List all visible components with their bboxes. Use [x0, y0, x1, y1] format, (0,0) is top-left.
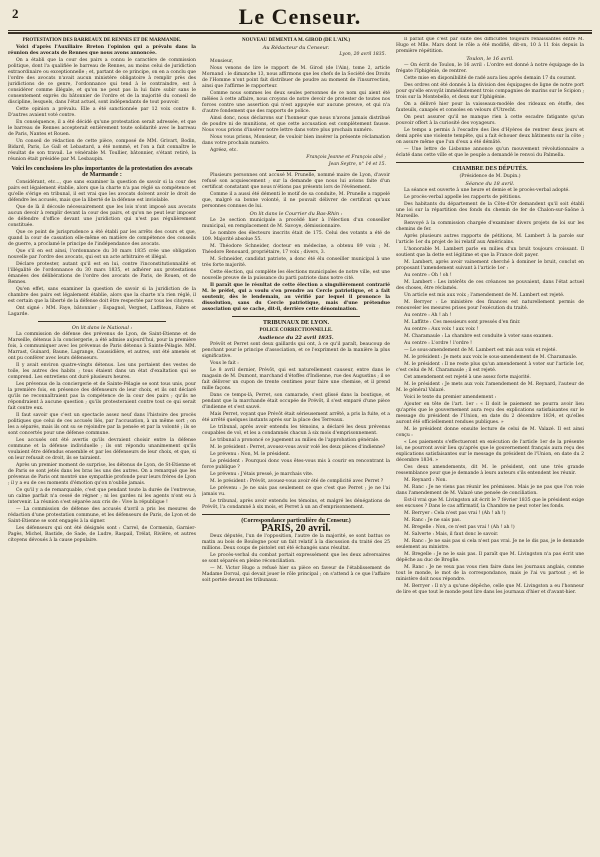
- paragraph: Que ce point de jurisprudence a été établi par les arrêts des cours et que, quand la cour de cassation elle-même en matière de compétence des conseils de guerre, a proclamé le principe de l'indépendance des avocats.: [8, 230, 196, 247]
- column-3: [396, 37, 584, 845]
- session-date: Séance du 18 avril.: [465, 181, 515, 187]
- paragraph: On peut assurer qu'il ne manque rien à cette escadre fatigante qu'un pouvoir offert à la curiosité des voyageurs.: [396, 115, 584, 126]
- paragraph: M. Charamaule : La chambre est conduite à voter sans examen.: [404, 334, 553, 339]
- paragraph: Des ordres ont été donnés à la division des équipages de ligne de notre port pour qu'elle envoyât immédiatement trois compagnies de marins sur le Scipion ; trois sur la Montebello, et deux sur l'Iphigénie.: [396, 83, 584, 100]
- paragraph: Le président : Pourquoi donc vous êtes-vous mis à courir en rencontrant la force publique ?: [202, 459, 390, 470]
- paragraph: Ces deux amendements, dit M. le président, ont une très grande ressemblance pour que je demande à leurs auteurs s'ils entendent les réunir.: [396, 465, 584, 476]
- paragraph: On a délivré hier pour la vaisseaux-modèle des rideaux en étoffe, des fauteuils, canapés et consoles en velours d'Utrecht.: [396, 102, 584, 113]
- paragraph: Cet amendement est rejeté à une assez forte majorité.: [404, 375, 531, 380]
- paragraph: Deux députés, l'un de l'opposition, l'autre de la majorité, se sont battus ce matin au bois de Boulogne pour un fait relatif à la discussion du traité des 25 millions. Deux coups de pistolet ont été échangés sans résultat.: [202, 534, 390, 551]
- paragraph: M. Schneider, candidat patriote, a donc été élu conseiller municipal à une très forte majorité.: [202, 257, 390, 268]
- paragraph: Il faut savoir que c'est un spectacle assez neuf dans l'histoire des procès politiques que celui de ces accusés liés, par l'accusation, à un même sort ; on les a séparés, mais ils ont su se rejoindre par la pensée et par la volonté ; ils se sont concertés pour une défense commune.: [8, 413, 196, 436]
- paragraph: Ajouter en tête de l'art. 1er : « Il doit le paiement ne pourra avoir lieu qu'après que le gouvernement aura reçu des explications satisfaisantes sur le message du président de l'Union, en date du 2 décembre 1834, et qu'elles auront été officiellement rendues publiques. »: [396, 402, 584, 425]
- paragraph: Qu'en effet, sans examiner la question de savoir si la juridiction de la chambre des pairs est légalement établie, alors que la charte n'a rien réglé, il est certain que la liberté de la défense doit être respectée par tous les citoyens.: [8, 287, 196, 304]
- paragraph: M. Berryer : Cela n'est pas vrai ! (Ah ! ah !): [404, 511, 506, 516]
- paragraph: L'honorable M. Lambert parle en milieu d'un bruit toujours croissant. Il soutient que la dette est légitime et que la France doit payer.: [396, 247, 584, 258]
- separator: [38, 321, 166, 322]
- paragraph: M. Laffitte : Ces messieurs sont pressés d'en finir.: [404, 320, 521, 325]
- paragraph: Plusieurs personnes ont accusé M. Prunelle, nommé maire de Lyon, d'avoir refusé son acquiescement ; sur la demande que nous lui avions faite d'un certificat constatant que nous n'étions pas présents lors de l'événement.: [202, 173, 390, 190]
- paragraph: « Les paiements s'effectueront en exécution de l'article 1er de la présente loi, ne pourront avoir lieu qu'après que le gouvernement français aura reçu des explications satisfaisantes sur le message du président de l'Union, en date du 2 décembre 1834. »: [396, 440, 584, 463]
- top-rule: [8, 30, 592, 31]
- paragraph: Vous le fait :: [210, 361, 239, 366]
- paragraph: Le prévenu : Je ne sais pas seulement ce que c'est que Perret ; je ne l'ai jamais vu.: [202, 486, 390, 497]
- paris-heading: PARIS, 20 avril.: [261, 523, 331, 534]
- paragraph: M. le président : Prévôt, avouez-vous avoir été de complicité avec Perret ?: [210, 479, 384, 484]
- paragraph: Au centre : L'ordre ! l'ordre !: [404, 341, 472, 346]
- paragraph: Nous venons de lire le rapport de M. Girod (de l'Ain), tome 2, article Mornand : le dimanche 13, nous affirmons que les chefs de la Société des Droits de l'Homme n'ont point fait distribuer de poudre au moment de l'insurrection, ainsi que l'affirme le rapporteur.: [202, 66, 390, 89]
- paragraph: Est-il vrai que M. Livingston ait écrit le 7 février 1835 que le président exige ses excuses ? Dans le cas affirmatif, la Chambre ne peut voter les fonds.: [396, 498, 584, 509]
- paragraph: M. Berryer : Il n'y a qu'une dépêche, celle que M. Livingston a eu l'honneur de lire et que tout le monde peut lire dans les journaux d'hier et d'avant-hier.: [396, 584, 584, 595]
- signature: François Jeanne et François aîné ;: [306, 155, 386, 160]
- paragraph: Au centre : Aux voix ! aux voix !: [404, 327, 479, 332]
- paragraph: Un conseil de rédaction de cette pièce, composé de MM. Grivart, Bodin, Bidard, Paris, Le Gall et Lebastard, a été nommé, et l'on a fait connaître le résultat de son travail. Le vénérable M. Toullier, bâtonnier, s'étant retiré, la réunion était présidée par M. Lesbaupin.: [8, 139, 196, 162]
- signature: Jean Seytre, n° 14 et 15.: [328, 162, 386, 167]
- paragraph: — Le sous-amendement de M. Lambert est mis aux voix et rejeté.: [404, 348, 557, 353]
- paragraph: M. Bregelle : Je ne le sais pas. Il paraît que M. Livingston n'a pas écrit une dépêche au duc de Broglie.: [396, 552, 584, 563]
- paragraph: Que s'il en est ainsi, l'ordonnance du 30 mars 1835 crée une obligation nouvelle par l'ordre des avocats, qui est un acte arbitraire et illégal.: [8, 249, 196, 260]
- paragraph: M. le président : Je mets aux voix le sous-amendement de M. Charamaule.: [404, 355, 578, 360]
- paragraph: Comme nous sommes les deux seules personnes de ce nom qui aient été mêlées à cette affaire, nous croyons de notre devoir de protester de toutes nos forces contre une assertion qui n'est appuyée sur aucune preuve, et qui n'a d'autre fondement que des rapports de police.: [202, 91, 390, 114]
- separator: [202, 514, 390, 515]
- paragraph: Le 8 avril dernier, Prévôt, qui est naturellement causeur, entre dans le magasin de M. Dumont, marchand d'étoffes d'Indienne, rue des Augustins ; il se fait délivrer un cupon de trente centimes pour faire une chemise, et il prend mille façons.: [202, 368, 390, 391]
- article-heading: NOUVEAU DÉMENTI A M. GIROD (DE L'AIN.): [241, 38, 351, 43]
- paragraph: M. Ranc : Je ne sais pas si cela n'est pas vrai. Je ne le dis pas, je le demande seulement au ministre.: [396, 539, 584, 550]
- section-subheading: POLICE CORRECTIONNELLE.: [259, 328, 333, 333]
- paragraph: M. Bregelle : Non, ce n'est pas vrai ! (Ah ! ah !): [404, 525, 515, 530]
- separator: [396, 162, 584, 163]
- paragraph: M. Ranc : Je ne sais pas.: [404, 518, 461, 523]
- paragraph: Les accusés ont été avertis qu'ils devraient choisir entre la défense commune et la défense individuelle ; ils ont répondu unanimement qu'ils voulaient être défendus ensemble et par les défenseurs de leur choix, et que, si on leur refusait ce droit, ils se tairaient.: [8, 438, 196, 461]
- paragraph: — M. Victor Hugo a refusé hier sa pièce en faveur de l'établissement de Madame Dorval, qui devait jouer le rôle principal ; on s'attend à ce que l'affaire soit portée devant les tribunaux.: [202, 566, 390, 583]
- page-number: 2: [12, 6, 19, 21]
- paragraph: Ainsi donc, nous déclarons sur l'honneur que nous n'avons jamais distribué de poudre ni de munitions, et que cette accusation est complètement fausse. Nous vous prions d'insérer notre lettre dans votre plus prochain numéro.: [202, 116, 390, 133]
- paragraph: M. Lambert, après avoir vainement cherché à dominer le bruit, conclut en proposant l'amendement suivant à l'article 1er :: [396, 260, 584, 271]
- paragraph: Au centre : Ah ! ah !: [404, 313, 452, 318]
- dateline: Toulon, le 16 avril.: [466, 56, 514, 62]
- paragraph: Le tribunal, après avoir entendu les témoins, et malgré les dénégations de Prévôt, l'a condamné à six mois, et Perret à un an d'emprisonnement.: [202, 499, 390, 510]
- salutation: Monsieur,: [210, 59, 234, 64]
- paragraph: Nous vous prions, Monsieur, de vouloir bien insérer la présente réclamation dans votre prochain numéro.: [202, 135, 390, 146]
- paragraph: Il paraît que c'est par suite des difficultés toujours renaissantes entre M. Hugo et Mlle. Mars dont le rôle a été modifié, dit-on, 10 à 11 fois depuis la première répétition.: [396, 37, 584, 54]
- paragraph: Un article est mis aux voix ; l'amendement de M. Lambert est rejeté.: [404, 293, 565, 298]
- paragraph: Le prévenu : Non, M. le président.: [210, 452, 291, 457]
- presidency: (Présidence de M. Dupin.): [459, 174, 521, 179]
- article-heading: PROTESTATION DES BARREAUX DE RENNES ET DE MARMANDE.: [22, 38, 182, 43]
- paragraph: Des habitants du département de la Côte-d'Or demandent qu'il soit établi une loi sur la répartition des fonds du chemin de fer de Chalon-sur-Saône à Marseille.: [396, 202, 584, 219]
- section-heading: On lit dans le Courrier du Bas-Rhin :: [249, 211, 343, 217]
- section-heading: On lit dans le National :: [71, 325, 133, 331]
- separator: [232, 316, 360, 317]
- paragraph: M. le président donne ensuite lecture de celui de M. Valazé. Il est ainsi conçu :: [396, 427, 584, 438]
- paragraph: Cette opinion a prévalu. Elle a été sanctionnée par 12 voix contre 8. D'autres avaient voté contre.: [8, 107, 196, 118]
- paragraph: Le 2e section municipale a procédé hier à l'élection d'un conseiller municipal, en remplacement de M. Savoye, démissionnaire.: [202, 218, 390, 229]
- audience-date: Audience du 22 avril 1835.: [258, 335, 334, 341]
- columns: [8, 37, 592, 845]
- paragraph: Il y avait environ quatre-vingts détenus. Les uns portaient des vestes de toile, les autres des habits ; tous étaient dans un état d'exaltation qui se comprend. Les entretiens ont duré plusieurs heures.: [8, 363, 196, 380]
- newspaper-title: Le Censeur.: [238, 4, 362, 29]
- paragraph: M. le président : Je mets aux voix l'amendement de M. Reynard, l'auteur de M. le général Valazé.: [396, 382, 584, 393]
- paragraph: Déclare protester, autant qu'il est en lui, contre l'inconstitutionnalité et l'illégalité de l'ordonnance du 30 mars 1835, et adhérer aux protestations émanées des délibérations de l'ordre des avocats de Paris, de Rouen, et de Rennes.: [8, 262, 196, 285]
- paragraph: Le tribunal, après avoir entendu les témoins, a déclaré les deux prévenus coupables de vol, et les a condamnés chacun à six mois d'emprisonnement.: [202, 425, 390, 436]
- paragraph: La commission de défense des prévenus de Lyon, de Saint-Etienne et de Marseille, détenus à la conciergerie, a été admise aujourd'hui, pour la première fois, à communiquer avec les prévenus de Paris détenus à Sainte-Pélagie. MM. Marrast, Guinard, Baune, Lagrange, Caussidière, et autres, ont été amenés et ont pu conférer avec leurs défenseurs.: [8, 332, 196, 361]
- paragraph: Cette élection, qui complète les élections municipales de notre ville, est une nouvelle preuve de la puissance du parti patriote dans notre cité.: [202, 270, 390, 281]
- section-heading: TRIBUNAUX DE LYON.: [263, 320, 329, 326]
- paragraph: M. Ranc : Je ne veux pas vous rien faire dans les journaux anglais, comme tout le monde, le mot de la correspondance, mais je l'ai vu partout ; et le ministère doit nous répondre.: [396, 565, 584, 582]
- top-rule-double: [8, 32, 592, 34]
- paragraph: M. le président : Perret, avouez-vous avoir volé les deux pièces d'indienne?: [210, 445, 386, 450]
- letter-addressee: Au Rédacteur du Censeur.: [262, 45, 330, 51]
- paragraph: En conséquence, il a été décidé qu'une protestation serait adressée, et que le barreau de Rennes accepterait entièrement toute solidarité avec le barreau de Paris, Nantes et Rouen.: [8, 120, 196, 137]
- separator: [276, 170, 316, 171]
- paragraph: Prévôt et Perret sont deux gaillards qui ont, à ce qu'il paraît, beaucoup de penchant pour le principe d'association, et ce l'expriment de la manière la plus significative.: [202, 342, 390, 359]
- letter-dateline: Lyon, 20 avril 1835.: [339, 52, 386, 57]
- paragraph: Les défenseurs qui ont été désignés sont : Carrel, de Cormenin, Garnier-Pagès, Michel, Bastide, de Sade, de Ludre, Raspail, Trélat, Rivière, et autres citoyens dévoués à la cause populaire.: [8, 526, 196, 543]
- paragraph: M. Salverte : Mais, il faut donc le savoir.: [404, 532, 499, 537]
- paragraph: Ce qu'il y a de remarquable, c'est que pendant toute la durée de l'entrevue, un calme parfait n'a cessé de régner ; ni les gardes ni les agents n'ont eu à intervenir. La réunion s'est séparée aux cris de : Vive la république !: [8, 488, 196, 505]
- paragraph: M. le président : Il ne reste plus qu'un amendement à voter sur l'article 1er, c'est celui de M. Charamaule ; il est rejeté.: [396, 362, 584, 373]
- paragraph: Il paraît que le résultat de cette élection a singulièrement contrarié M. le préfet, qui a voulu s'en prendre au Cercle patriotique, et a fait soutenir, dès le lendemain, au vérifié par lequel il prononce la dissolution, sans du Cercle patriotique, mais d'une prétendue association qui se cache, dit-il, derrière cette dénomination.: [202, 283, 390, 312]
- paragraph: Après un premier moment de surprise, les détenus de Lyon, de St-Etienne et de Paris se sont jetés dans les bras les uns des autres. On a remarqué que les prévenus de Paris ont montré une sympathie profonde pour leurs frères de Lyon ; il y a eu de ces moments d'émotion qu'on n'oublie jamais.: [8, 463, 196, 486]
- paragraph: Le tribunal a prononcé ce jugement au milieu de l'approbation générale.: [210, 438, 380, 443]
- article-intro: Voici d'après l'Auxiliaire Breton l'opinion qui a prévalu dans la réunion des avocats de Rennes que nous avons annoncée.: [8, 45, 196, 56]
- paragraph: M. Lambert : Les intérêts de ces créances ne pouvaient, dans l'état actuel des choses, être réclamés.: [396, 280, 584, 291]
- signatories: Ont signé : MM. Faye, bâtonnier ; Espagnol, Vergnet, Laffiteau, Fabre et Lagarde.: [8, 306, 196, 317]
- paragraph: M. Reynard : Non.: [404, 478, 447, 483]
- paragraph: Le prévenu : J'étais pressé, je marchais vite.: [210, 472, 314, 477]
- masthead: [8, 4, 592, 30]
- column-2: [202, 37, 390, 845]
- paragraph: Renvoyé à la commission chargée d'examiner divers projets de loi sur les chemins de fer.: [396, 221, 584, 232]
- paragraph: Le nombre des électeurs inscrits était de 175. Celui des votants a été de 109. Majorité absolue 55.: [202, 231, 390, 242]
- paragraph: Dans ce temps-là, Perret, son camarade, s'est glissé dans la boutique, et pendant que la marchande était occupée de Prévôt, il s'est emparé d'une pièce d'indienne et s'est sauvé.: [202, 393, 390, 410]
- paragraph: Les prévenus de la conciergerie et de Sainte-Pélagie se sont tous unis, pour la première fois, en présence des défenseurs de leur choix, et ils ont déclaré qu'ils ne reconnaîtraient pas la compétence de la cour des pairs ; qu'ils ne répondraient à aucune question ; qu'ils protesteraient contre tout ce qui serait fait contre eux.: [8, 382, 196, 411]
- paragraph: Comme il a aussi été démenti le motif de sa conduite, M. Prunelle a rappelé que, malgré sa bonne volonté, il ne pouvait délivrer de certificat qu'aux personnes connues de lui.: [202, 192, 390, 209]
- paragraph: Cette mise en disponibilité de radé aura lieu après demain 17 du courant.: [404, 76, 577, 81]
- paragraph: Le temps a permis à l'escadre des îles d'Hyères de rentrer deux jours et demi après une violente tempête, qui a fait échouer deux bâtiments sur la côte ; on assure même que l'un d'eux a été démâté.: [396, 128, 584, 145]
- sub-heading: Voici les conclusions les plus importantes de la protestation des avocats de Marmande :: [11, 166, 193, 178]
- paragraph: On a établi que la cour des pairs a connu le caractère de commission politique, dont l'a qualifiée le barreau de Rennes, au moins celui de juridiction extraordinaire ou exceptionnelle ; et, partant de ce principe, on en a conclu que l'ordre des avocats n'avait aucun ministère obligatoire à remplir près des juridictions de ce genre, l'ordonnance qui tend à le contraindre, est à considérer comme illégale, et qu'on ne peut pas la lui faire subir sans le consentement exprès du bâtonnier de l'ordre et de la majorité du conseil de discipline, lesquels, dans l'état actuel, sont indépendants de tout pouvoir.: [8, 58, 196, 105]
- column-1: [8, 37, 196, 845]
- paragraph: Considérant, etc..., que sans examiner la question de savoir si la cour des pairs est légalement établie, alors que la charte n'a pas réglé sa compétence et qu'elle s'érige en tribunal, il est vrai que les avocats doivent avoir le droit de défendre les accusés, mais que la liberté de la défense est inviolable.: [8, 180, 196, 203]
- paragraph: M. Théodore Schneider, docteur en médecine, a obtenu 89 voix ; M. Théodore Renouard, propriétaire, 17 voix ; divers, 3.: [202, 244, 390, 255]
- paragraph: Après plusieurs autres rapports de pétitions, M. Lambert à la parole sur l'article 1er du projet de loi relatif aux Américains.: [396, 234, 584, 245]
- paragraph: Voici le texte du premier amendement :: [404, 395, 497, 400]
- paragraph: M. Ranc : Je ne viens pas réunir les prémisses. Mais je ne pas que l'on voie dans l'amendement de M. Valazé une pensée de conciliation.: [396, 485, 584, 496]
- paragraph: Au centre : Oh ! oh !: [404, 273, 452, 278]
- paragraph: Le procès-verbal du combat portait expressément que les deux adversaires se sont séparés en pleine réconciliation.: [202, 553, 390, 564]
- paragraph: Le procès-verbal appelle les rapports de pétitions.: [404, 195, 522, 200]
- paragraph: — On écrit de Toulon, le 16 avril : L'ordre est donné à notre équipage de la frégate l'Iphigénie, de rentrer.: [396, 63, 584, 74]
- paragraph: Mais Perret, voyant que Prévôt était sérieusement arrêté, a pris la fuite, et a été arrêté quelques instants après sur la place des Terreaux.: [202, 412, 390, 423]
- section-heading: CHAMBRE DES DÉPUTÉS.: [452, 166, 528, 172]
- paragraph: Agréez, etc.: [210, 148, 238, 153]
- newspaper-page: [8, 4, 592, 849]
- paragraph: M. Berryer : Le ministère des finances est naturellement permis de renouveler les mesures prises pour l'exécution du traité.: [396, 300, 584, 311]
- correspondence-heading: (Correspondance particulière du Censeur.): [241, 518, 351, 524]
- paragraph: — La commission de défense des accusés d'avril a pris les mesures de rédaction d'une protestation commune, et les défenseurs de Paris, de Lyon et de Saint-Etienne se sont engagés à la signer.: [8, 507, 196, 524]
- paragraph: La séance est ouverte à une heure et demie et le procès-verbal adopté.: [404, 188, 570, 193]
- paragraph: Que de là il découle nécessairement que les lois n'ont imposé aux avocats aucun devoir à remplir devant la cour des pairs, et qu'on ne peut leur imposer de défendre d'office devant une juridiction qui n'est pas régulièrement constituée.: [8, 205, 196, 228]
- paragraph: — Une lettre de Lisbonne annonce qu'un mouvement révolutionnaire a éclaté dans cette ville et que le peuple a demandé le renvoi du Palmella.: [396, 147, 584, 158]
